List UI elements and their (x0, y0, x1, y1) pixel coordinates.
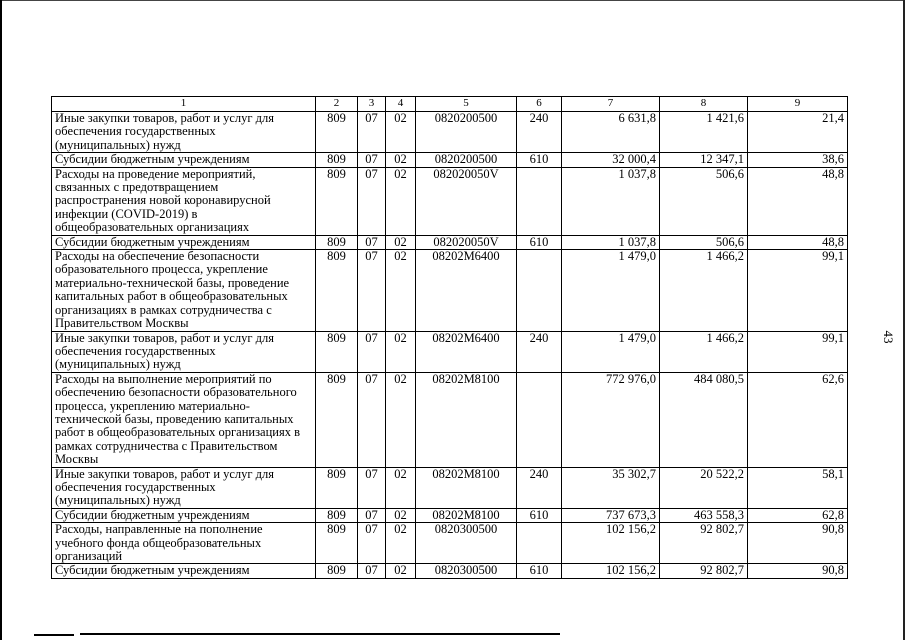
row-executed: 12 347,1 (660, 153, 748, 167)
table-row (52, 508, 848, 522)
row-ministry-code: 809 (316, 372, 358, 467)
row-subsection: 02 (386, 167, 416, 235)
row-target-article: 0820300500 (416, 523, 517, 564)
row-expense-type (517, 523, 562, 564)
table-row (52, 467, 848, 508)
row-target-article: 08202М8100 (416, 372, 517, 467)
row-ministry-code: 809 (316, 508, 358, 522)
header-col-5: 5 (416, 97, 517, 112)
table-row (52, 564, 848, 578)
budget-table (51, 96, 848, 579)
row-section: 07 (358, 250, 386, 331)
table-header-row (52, 97, 848, 112)
table-row (52, 331, 848, 372)
row-subsection: 02 (386, 508, 416, 522)
row-subsection: 02 (386, 523, 416, 564)
row-ministry-code: 809 (316, 112, 358, 153)
bottom-dash (34, 634, 74, 636)
row-executed: 92 802,7 (660, 564, 748, 578)
row-executed: 1 421,6 (660, 112, 748, 153)
row-expense-type (517, 250, 562, 331)
page-number: 43 (881, 330, 896, 344)
row-planned: 102 156,2 (562, 564, 660, 578)
row-ministry-code: 809 (316, 467, 358, 508)
row-section: 07 (358, 331, 386, 372)
row-target-article: 082020050V (416, 235, 517, 249)
row-name: Расходы на выполнение мероприятий по обеспечению безопасности образовательного процесса, укреплению материально-технической базы, проведению капитальных работ в общеобразовательных организациях в рамках сотрудничества с Правительством Москвы (52, 372, 316, 467)
row-percent: 90,8 (748, 523, 848, 564)
bottom-line (80, 633, 560, 635)
row-target-article: 0820200500 (416, 112, 517, 153)
row-expense-type: 240 (517, 112, 562, 153)
row-expense-type: 610 (517, 508, 562, 522)
row-percent: 62,6 (748, 372, 848, 467)
row-name: Иные закупки товаров, работ и услуг для обеспечения государственных (муниципальных) нужд (52, 112, 316, 153)
row-executed: 20 522,2 (660, 467, 748, 508)
row-ministry-code: 809 (316, 564, 358, 578)
table-row (52, 523, 848, 564)
header-col-3: 3 (358, 97, 386, 112)
row-ministry-code: 809 (316, 250, 358, 331)
row-ministry-code: 809 (316, 167, 358, 235)
row-target-article: 08202М8100 (416, 508, 517, 522)
header-col-7: 7 (562, 97, 660, 112)
header-col-8: 8 (660, 97, 748, 112)
row-percent: 48,8 (748, 235, 848, 249)
row-executed: 1 466,2 (660, 250, 748, 331)
row-name: Субсидии бюджетным учреждениям (52, 508, 316, 522)
row-percent: 48,8 (748, 167, 848, 235)
row-section: 07 (358, 372, 386, 467)
row-name: Иные закупки товаров, работ и услуг для обеспечения государственных (муниципальных) нужд (52, 331, 316, 372)
row-target-article: 08202М6400 (416, 250, 517, 331)
row-percent: 58,1 (748, 467, 848, 508)
row-subsection: 02 (386, 331, 416, 372)
page-edge-left (0, 0, 2, 640)
row-ministry-code: 809 (316, 153, 358, 167)
table-row (52, 250, 848, 331)
row-expense-type: 610 (517, 235, 562, 249)
row-section: 07 (358, 564, 386, 578)
row-ministry-code: 809 (316, 235, 358, 249)
row-name: Расходы, направленные на пополнение учебного фонда общеобразовательных организаций (52, 523, 316, 564)
header-col-1: 1 (52, 97, 316, 112)
row-percent: 21,4 (748, 112, 848, 153)
row-ministry-code: 809 (316, 331, 358, 372)
row-target-article: 0820200500 (416, 153, 517, 167)
row-name: Субсидии бюджетным учреждениям (52, 235, 316, 249)
row-executed: 506,6 (660, 235, 748, 249)
row-subsection: 02 (386, 372, 416, 467)
row-expense-type (517, 372, 562, 467)
row-subsection: 02 (386, 564, 416, 578)
row-planned: 1 037,8 (562, 235, 660, 249)
row-planned: 1 037,8 (562, 167, 660, 235)
row-expense-type: 610 (517, 564, 562, 578)
row-section: 07 (358, 153, 386, 167)
row-expense-type (517, 167, 562, 235)
row-subsection: 02 (386, 112, 416, 153)
row-planned: 772 976,0 (562, 372, 660, 467)
row-section: 07 (358, 167, 386, 235)
row-subsection: 02 (386, 467, 416, 508)
row-section: 07 (358, 467, 386, 508)
table-row (52, 153, 848, 167)
row-name: Субсидии бюджетным учреждениям (52, 564, 316, 578)
row-planned: 35 302,7 (562, 467, 660, 508)
row-section: 07 (358, 523, 386, 564)
row-name: Расходы на обеспечение безопасности образовательного процесса, укрепление материально-технической базы, проведение капитальных работ в общеобразовательных организациях в рамках сотрудничества с Правительством Москвы (52, 250, 316, 331)
row-expense-type: 610 (517, 153, 562, 167)
row-name: Иные закупки товаров, работ и услуг для обеспечения государственных (муниципальных) нужд (52, 467, 316, 508)
header-col-4: 4 (386, 97, 416, 112)
row-percent: 99,1 (748, 331, 848, 372)
header-col-6: 6 (517, 97, 562, 112)
row-subsection: 02 (386, 235, 416, 249)
row-target-article: 08202М8100 (416, 467, 517, 508)
row-subsection: 02 (386, 153, 416, 167)
table-row (52, 235, 848, 249)
row-section: 07 (358, 112, 386, 153)
row-planned: 737 673,3 (562, 508, 660, 522)
row-expense-type: 240 (517, 467, 562, 508)
row-executed: 1 466,2 (660, 331, 748, 372)
row-target-article: 08202М6400 (416, 331, 517, 372)
row-planned: 1 479,0 (562, 331, 660, 372)
row-executed: 506,6 (660, 167, 748, 235)
row-section: 07 (358, 235, 386, 249)
row-planned: 6 631,8 (562, 112, 660, 153)
row-percent: 38,6 (748, 153, 848, 167)
row-section: 07 (358, 508, 386, 522)
row-planned: 1 479,0 (562, 250, 660, 331)
row-executed: 484 080,5 (660, 372, 748, 467)
row-planned: 32 000,4 (562, 153, 660, 167)
row-percent: 62,8 (748, 508, 848, 522)
row-name: Расходы на проведение мероприятий, связанных с предотвращением распространения новой коронавирусной инфекции (COVID-2019) в общеобразовательных организациях (52, 167, 316, 235)
header-col-9: 9 (748, 97, 848, 112)
table-row (52, 112, 848, 153)
row-subsection: 02 (386, 250, 416, 331)
row-executed: 92 802,7 (660, 523, 748, 564)
table-row (52, 372, 848, 467)
row-expense-type: 240 (517, 331, 562, 372)
row-target-article: 0820300500 (416, 564, 517, 578)
row-percent: 90,8 (748, 564, 848, 578)
row-name: Субсидии бюджетным учреждениям (52, 153, 316, 167)
page-edge-top (0, 0, 905, 1)
row-executed: 463 558,3 (660, 508, 748, 522)
row-percent: 99,1 (748, 250, 848, 331)
row-target-article: 082020050V (416, 167, 517, 235)
header-col-2: 2 (316, 97, 358, 112)
row-ministry-code: 809 (316, 523, 358, 564)
table-row (52, 167, 848, 235)
row-planned: 102 156,2 (562, 523, 660, 564)
